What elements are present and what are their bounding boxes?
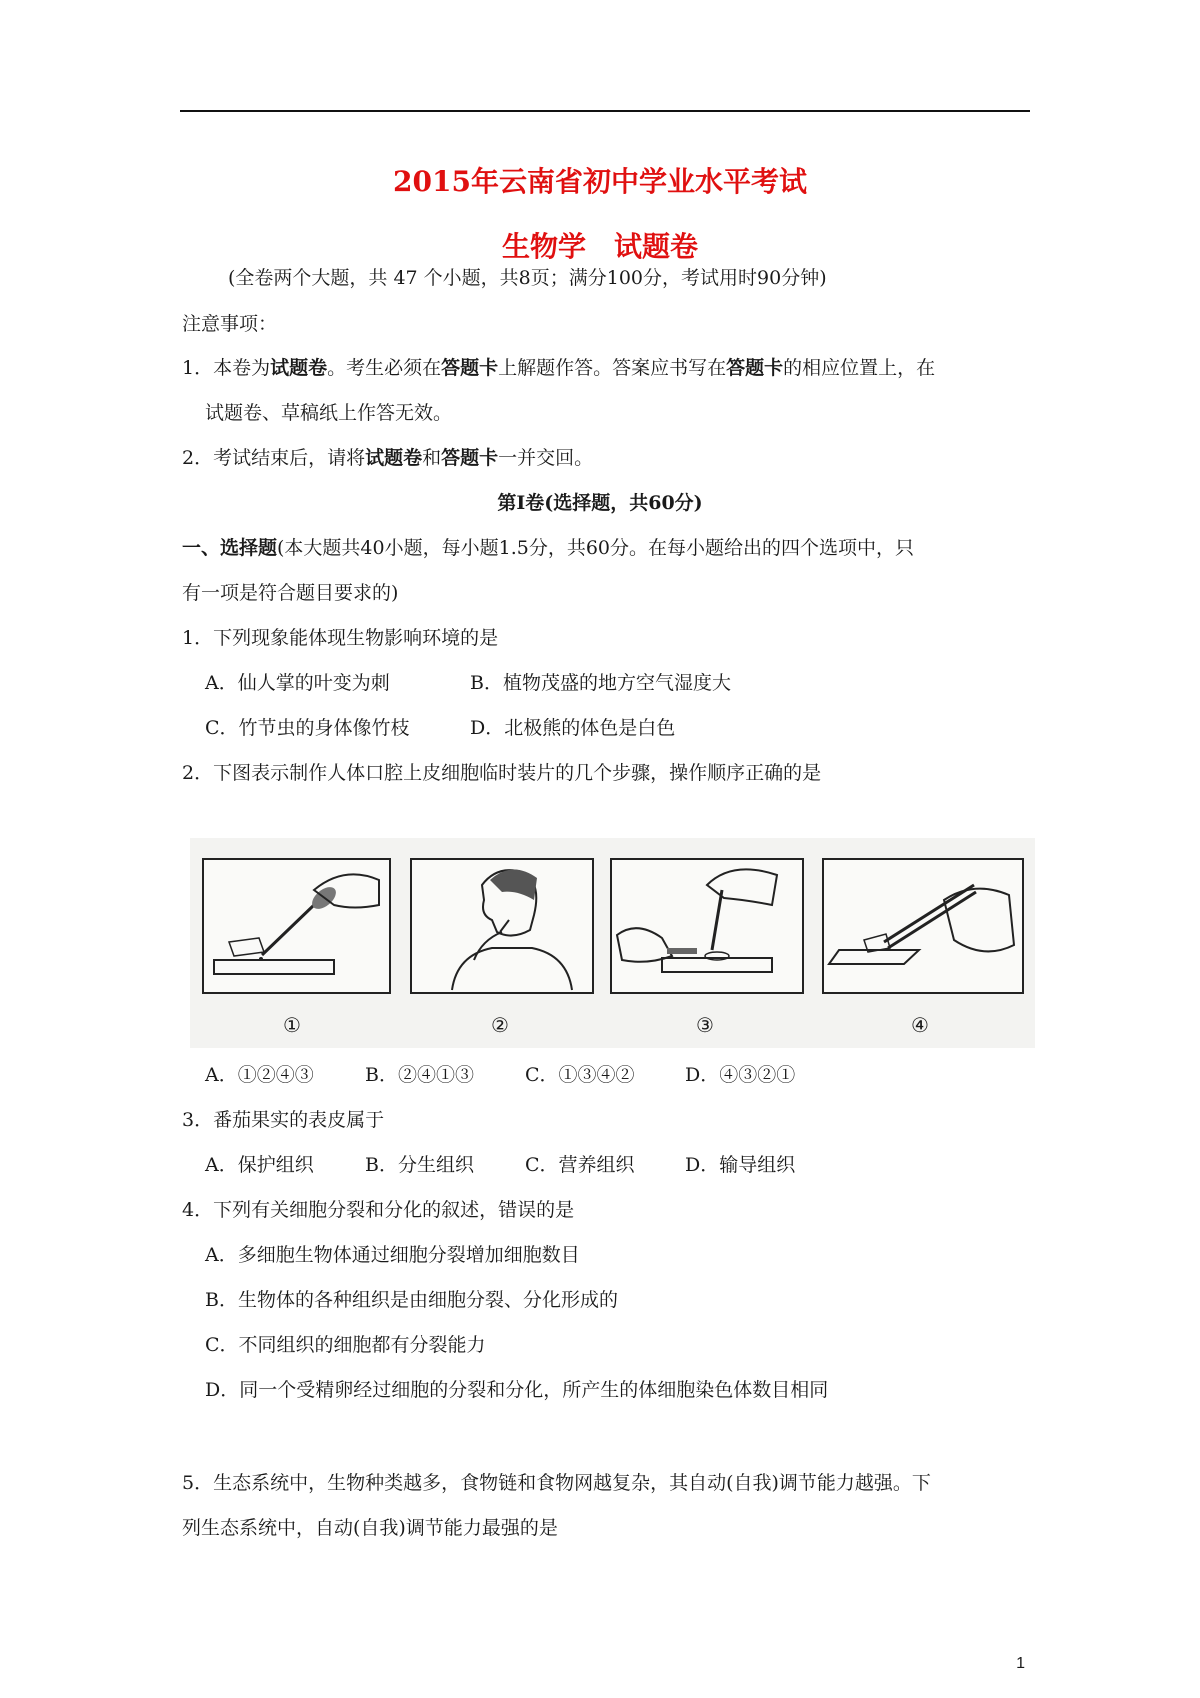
q3-option-c: C．营养组织 (525, 1154, 635, 1176)
panel-label-1: ① (283, 1013, 301, 1037)
page-number: 1 (1016, 1655, 1025, 1672)
panel-label-4: ④ (911, 1013, 929, 1037)
q4-option-a: A．多细胞生物体通过细胞分裂增加细胞数目 (205, 1244, 580, 1266)
tweezers-coverslip-icon (824, 860, 1022, 992)
q4-option-d: D．同一个受精卵经过细胞的分裂和分化，所产生的体细胞染色体数目相同 (205, 1379, 829, 1401)
q3-option-a: A．保护组织 (205, 1154, 314, 1176)
q2-option-b: B．②④①③ (365, 1064, 474, 1086)
dropper-on-slide-icon (204, 860, 389, 992)
panel-2-person-mouth (410, 858, 594, 994)
q2-option-a: A．①②④③ (205, 1064, 314, 1086)
q3-option-b: B．分生组织 (365, 1154, 474, 1176)
q4-option-c: C．不同组织的细胞都有分裂能力 (205, 1334, 486, 1356)
notice-item-1: 1．本卷为试题卷。考生必须在答题卡上解题作答。答案应书写在答题卡的相应位置上，在 (182, 357, 936, 379)
staining-slide-icon (612, 860, 802, 992)
q2-option-d: D．④③②① (685, 1064, 796, 1086)
q2-stem: 2．下图表示制作人体口腔上皮细胞临时装片的几个步骤，操作顺序正确的是 (182, 762, 822, 784)
q1-option-c: C．竹节虫的身体像竹枝 (205, 717, 410, 739)
part-instructions-cont: 有一项是符合题目要求的) (182, 582, 399, 604)
part-instructions: 一、选择题(本大题共40小题，每小题1.5分，共60分。在每小题给出的四个选项中，只 (182, 537, 914, 559)
q4-stem: 4．下列有关细胞分裂和分化的叙述，错误的是 (182, 1199, 575, 1221)
q1-option-a: A．仙人掌的叶变为刺 (205, 672, 390, 694)
q3-option-d: D．输导组织 (685, 1154, 796, 1176)
panel-label-3: ③ (696, 1013, 714, 1037)
panel-3-staining (610, 858, 804, 994)
person-scraping-mouth-icon (412, 860, 592, 992)
q1-option-b: B．植物茂盛的地方空气湿度大 (470, 672, 731, 694)
exam-title: 2015年云南省初中学业水平考试 (393, 165, 807, 198)
notice-heading: 注意事项： (182, 313, 278, 335)
q5-stem: 5．生态系统中，生物种类越多，食物链和食物网越复杂，其自动(自我)调节能力越强。下 (182, 1472, 931, 1494)
q2-option-c: C．①③④② (525, 1064, 635, 1086)
panel-4-coverslip (822, 858, 1024, 994)
section-heading: 第Ⅰ卷(选择题，共60分) (497, 492, 703, 514)
panel-1-dropper-water (202, 858, 391, 994)
exam-info: (全卷两个大题，共 47 个小题，共8页；满分100分，考试用时90分钟) (228, 267, 827, 289)
q1-stem: 1．下列现象能体现生物影响环境的是 (182, 627, 499, 649)
exam-subtitle: 生物学 试题卷 (501, 230, 698, 263)
notice-item-2: 2．考试结束后，请将试题卷和答题卡一并交回。 (182, 447, 594, 469)
panel-label-2: ② (491, 1013, 509, 1037)
notice-item-1-cont: 试题卷、草稿纸上作答无效。 (205, 402, 453, 424)
q3-stem: 3．番茄果实的表皮属于 (182, 1109, 385, 1131)
q1-option-d: D．北极熊的体色是白色 (470, 717, 676, 739)
q4-option-b: B．生物体的各种组织是由细胞分裂、分化形成的 (205, 1289, 618, 1311)
top-rule (180, 110, 1030, 112)
q5-stem-cont: 列生态系统中，自动(自我)调节能力最强的是 (182, 1517, 558, 1539)
q2-figure (190, 838, 1035, 1048)
